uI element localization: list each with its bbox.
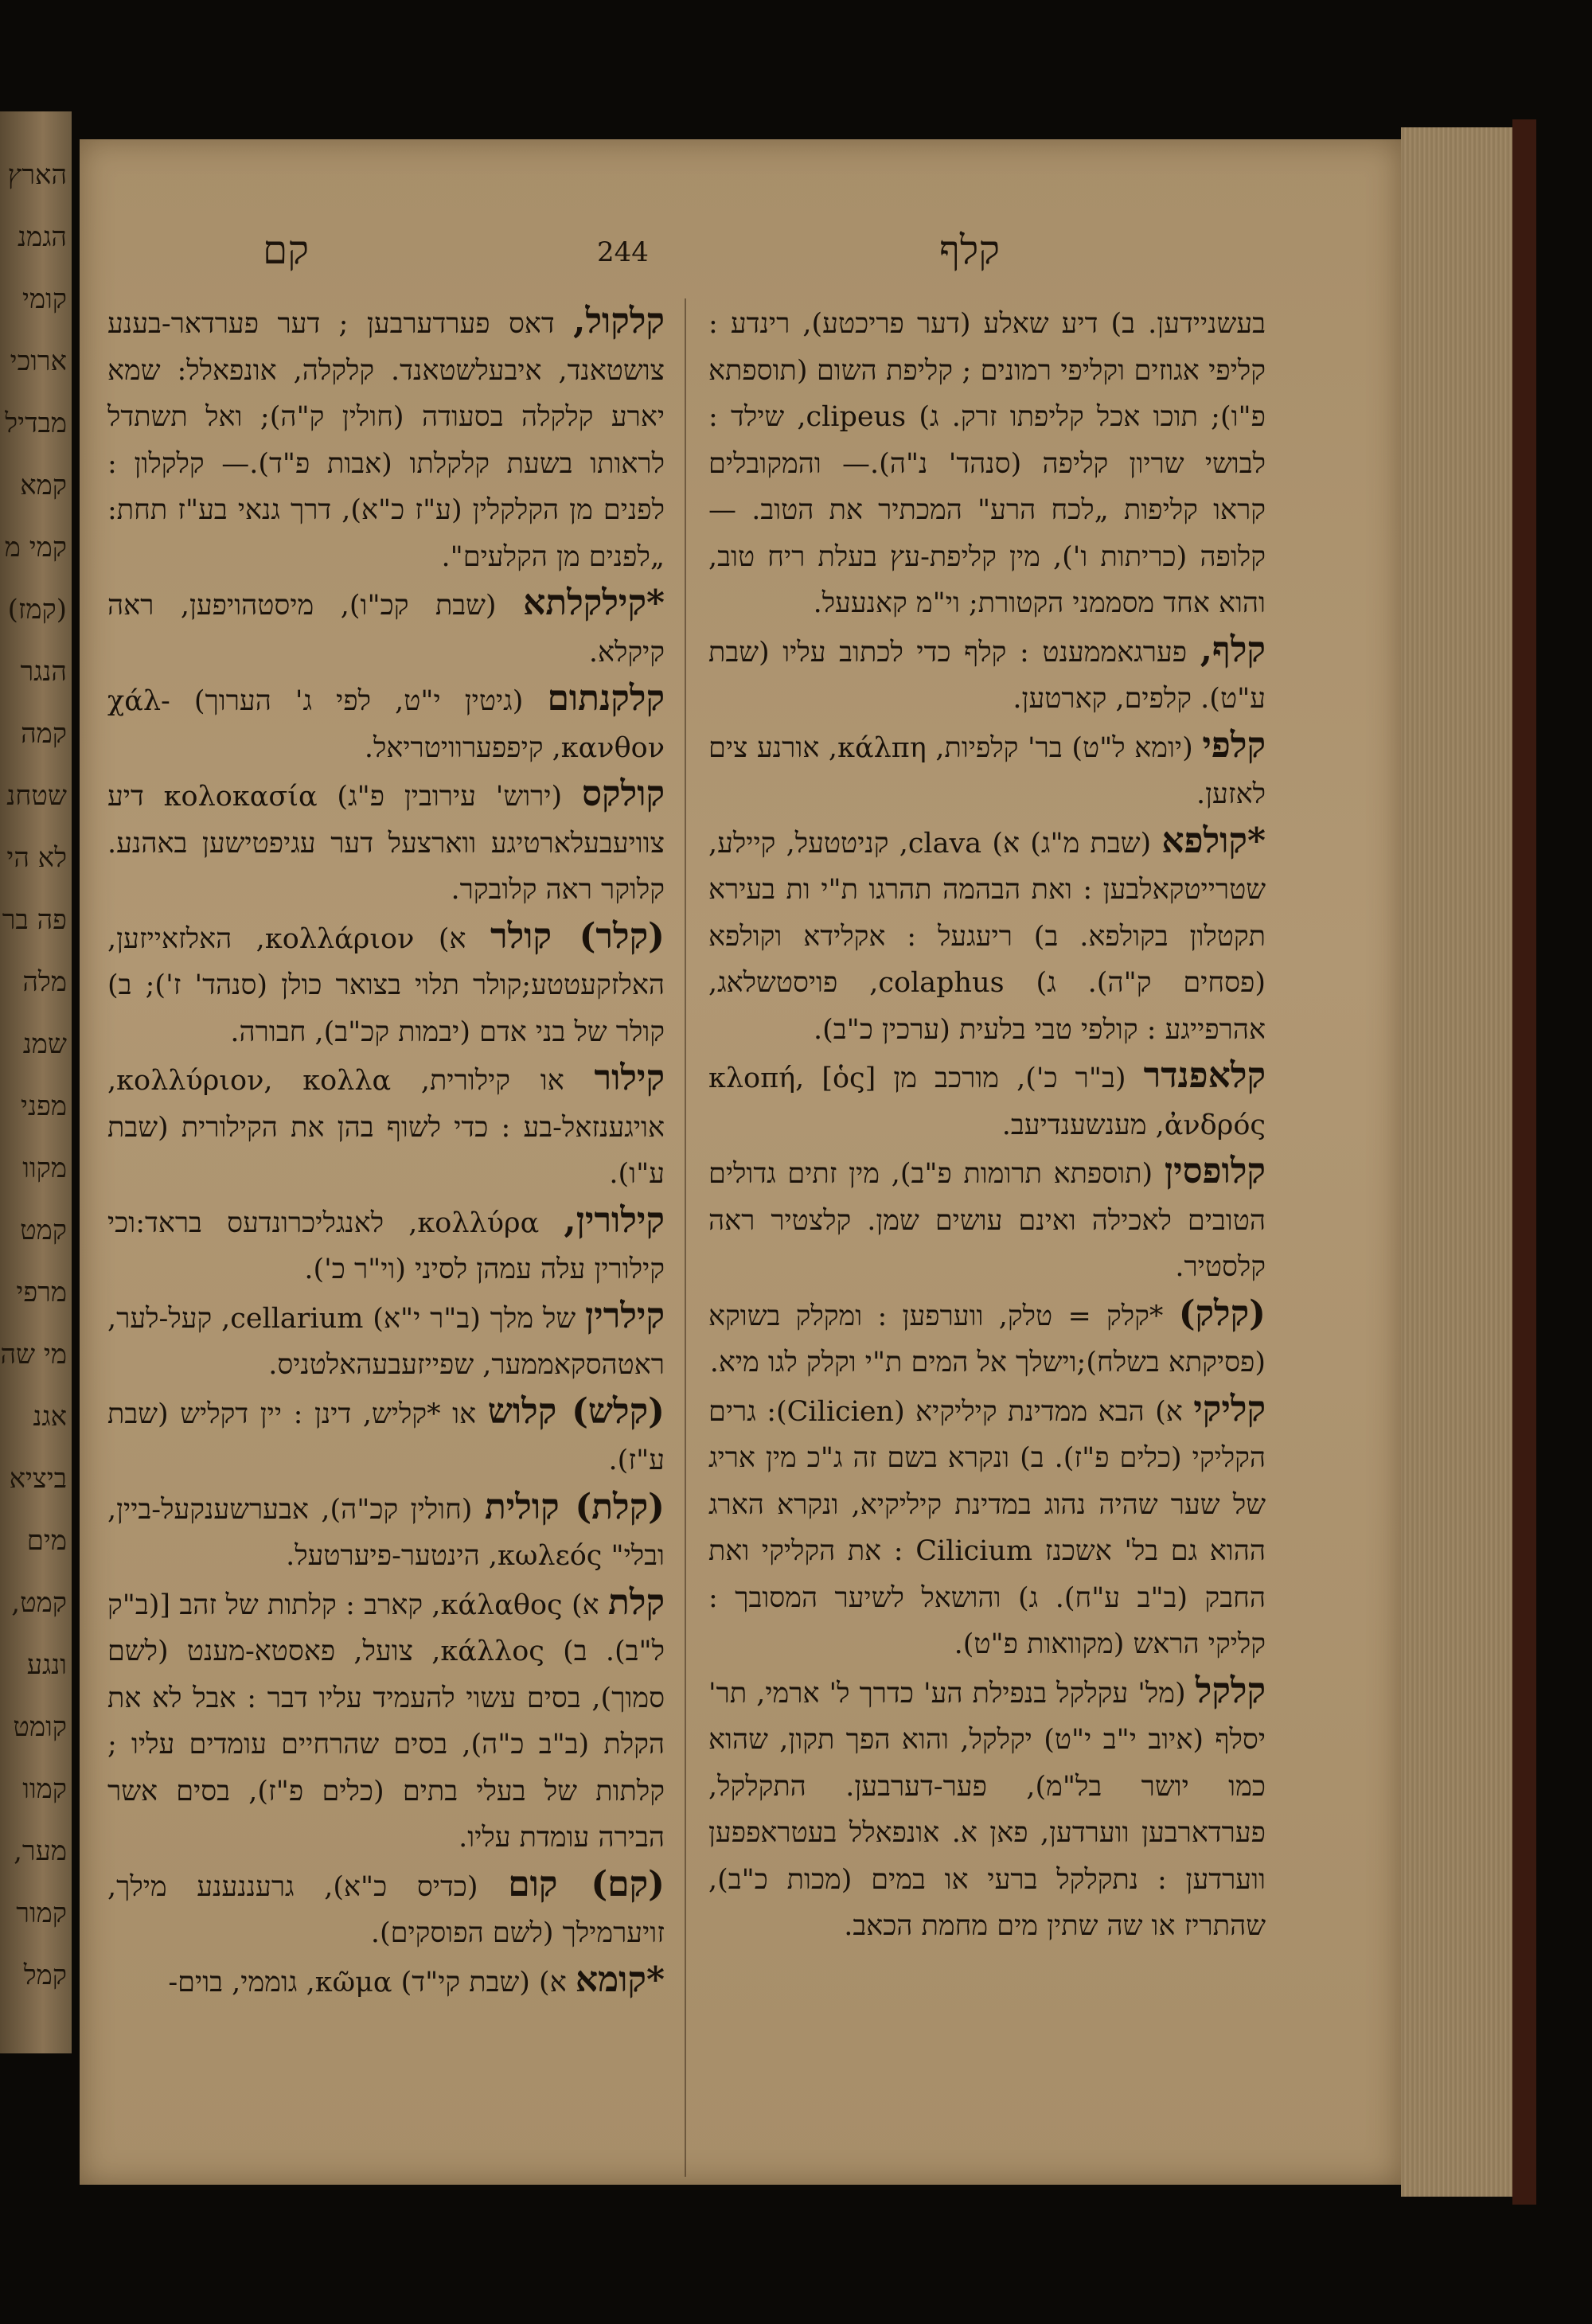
entry-definition: (יומא ל"ט) בר' קלפיות, κάλπη, אורנע צים לאזען.: [708, 731, 1266, 810]
left-page-text-fragment: פה בר: [2, 904, 67, 936]
entry-definition: (שבת קכ"ו), מיסטהויפען, ראה קיקלא.: [107, 590, 665, 669]
right-guide-word: קלף: [939, 227, 1001, 273]
left-page-text-fragment: מער,: [14, 1835, 67, 1867]
left-page-text-fragment: קמט: [20, 1215, 67, 1246]
entry-definition: (מל' עקלקל בנפילת הע' כדרך ל' ארמי, תר' יסלף (איוב י"ב י"ט) יקלקל, והוא הפך תקון, שהוא כמו יושר בל"מ), פער-דערבען. התקלקל, פערדארבען ווערדען, פאן א. אונפאלל בעטראפפען ווערדען : נתקלקל ברעי או במים (מכות כ"ב), שהתריז או שה שתין מים מחמת הכאב.: [708, 1677, 1266, 1942]
left-page-edge: [0, 111, 72, 2053]
left-page-text-fragment: לא הי: [6, 842, 67, 874]
left-page-text-fragment: הארץ: [7, 159, 67, 191]
left-page-text-fragment: קמוו: [22, 1773, 67, 1805]
left-page-text-fragment: קמור: [16, 1897, 67, 1929]
dictionary-entry: [107, 1957, 665, 2006]
entry-definition: פערגאממענט : קלף כדי לכתוב עליו (שבת ע"ט). קלפים, קארטען.: [708, 636, 1266, 715]
entry-definition: (גיטין י"ט, לפי ג' הערוך) χάλ-κανθον, קיפפערוויטריאל.: [107, 685, 665, 764]
entry-headword: קילור: [594, 1058, 665, 1098]
dictionary-page: [80, 139, 1401, 2185]
entry-headword: *קילקלתא: [523, 583, 665, 623]
dictionary-entry: [107, 1389, 665, 1484]
entry-definition: (ירוש' עירובין פ"ג) κολοκασία דיע צוויעבעלארטיגע ווארצעל דער עגיפטישען באהנע. קלוקר ראה קלובקר.: [107, 781, 665, 906]
page-header: [80, 227, 1401, 290]
entry-headword: (קלש) קלוש: [487, 1390, 665, 1432]
entry-headword: קלף,: [1200, 629, 1266, 670]
right-column: [708, 298, 1266, 2177]
left-page-text-fragment: קמט,: [11, 1587, 67, 1619]
dictionary-entry: [107, 298, 665, 580]
entry-definition: κολλύρα, לאנגליכרונדעס בראד:וכי קילורין עלה עמהן לסיני (וי"ר כ').: [107, 1207, 665, 1285]
dictionary-entry: [708, 1386, 1266, 1668]
left-page-text-fragment: שטחנ: [6, 780, 67, 812]
entry-headword: קילורין,: [564, 1199, 665, 1241]
entry-definition: של מלך (ב"ר י"א) cellarium, קעל-לער, ראטהסקאממער, שפייזעבעהאלטניס.: [107, 1302, 665, 1381]
left-guide-word: קם: [263, 227, 309, 273]
dictionary-entry: [107, 1862, 665, 1957]
left-page-text-fragment: מבדיל: [5, 407, 67, 439]
left-page-text-fragment: ונגע: [26, 1649, 67, 1681]
left-page-text-fragment: אגנ: [33, 1401, 67, 1433]
entry-headword: קולקס: [582, 774, 665, 814]
entry-definition: דאס פערדערבען ; דער פערדאר-בענע צושטאנד, איבעלשטאנד. קלקלה, אונפאלל: שמא יארע קלקלה בסעודה (חולין ק"ה); ואל תשתדל לראותו בשעת קלקלתו (אבות פ"ד).— קלקלון : לפנים מן הקלקלין (ע"ז כ"א), דרך גנאי בע"ז תחת: „לפנים מן הקלעים".: [107, 308, 665, 573]
dictionary-entry: [708, 723, 1266, 818]
dictionary-entry: [107, 676, 665, 771]
entry-headword: (קלת) קולית: [484, 1486, 665, 1527]
left-page-text-fragment: הגמנ: [18, 221, 67, 253]
dictionary-entry: [708, 1148, 1266, 1291]
entry-headword: קליקי: [1193, 1388, 1266, 1429]
entry-headword: קלקול,: [573, 301, 665, 341]
page-number: 244: [597, 236, 649, 268]
entry-headword: (קלר) קולר: [490, 915, 665, 957]
entry-headword: קלקנתום: [547, 678, 665, 719]
entry-headword: *קומא: [575, 1959, 665, 2000]
left-page-text-fragment: מרפי: [16, 1277, 67, 1308]
entry-headword: *קולפא: [1161, 820, 1266, 861]
left-page-text-fragment: מים: [26, 1525, 67, 1557]
dictionary-entry: [107, 1293, 665, 1389]
left-page-text-fragment: הנגר: [20, 656, 67, 688]
left-column: [107, 298, 665, 2177]
dictionary-entry: [708, 1668, 1266, 1950]
entry-definition: א) הבא ממדינת קיליקיא (Cilicien): גרים הקליקי (כלים פ"ז). ב) ונקרא בשם זה ג"כ מין אריג של שער שהיה נהוג במדינת קיליקיא, ונקרא הארג ההוא גם בל' אשכנז Cilicium : את הקליקי ואת החבק (ב"ב ע"ח). ג) והושאל לשיער המסובך : קליקי הראש (מקוואות פ"ט).: [708, 1395, 1266, 1660]
left-page-text-fragment: מלה: [22, 966, 67, 998]
entry-headword: (קם) קום: [508, 1863, 665, 1905]
left-page-text-fragment: קומי: [22, 283, 67, 315]
entry-headword: קלאפנדר: [1143, 1055, 1266, 1096]
entry-headword: קלת: [608, 1581, 665, 1623]
entry-definition: (ב"ר כ'), מורכב מן [ὁς] κλοπή, ἀνδρός, מענשענדיעב.: [708, 1063, 1266, 1141]
dictionary-entry: [708, 298, 1266, 627]
entry-headword: (קלק): [1178, 1293, 1266, 1334]
dictionary-entry: [708, 1053, 1266, 1148]
entry-definition: (שבת מ"ג) א) clava, קניטטעל, קיילע, שטרייטקאלבען : ואת הבהמה תהרגו ת"י ות בעירא תקטלון בקולפא. ב) ריעגעל : אקלידא וקולפא (פסחים ק"ה). ג) colaphus, פויסטשלאג, אהרפייגע : קולפי טבי בלעית (ערכין כ"ב).: [708, 827, 1266, 1046]
left-page-text-fragment: קמל: [23, 1959, 67, 1991]
left-page-text-fragment: מקוו: [22, 1152, 67, 1184]
dictionary-entry: [107, 1198, 665, 1293]
left-page-text-fragment: קמא: [20, 470, 67, 501]
left-page-text-fragment: שמנ: [22, 1028, 67, 1060]
left-page-text-fragment: קמה: [21, 718, 67, 750]
entry-headword: קלפי: [1202, 724, 1266, 766]
entry-definition: א) κολλάριον, האלזאייזען, האלזקעטטע;קולר תלוי בצואר כולן (סנהד' ז'); ב) קולר של בני אדם (יבמות קכ"ב), חבורה.: [107, 922, 665, 1048]
left-page-text-fragment: קמי מ: [4, 532, 67, 563]
dictionary-entry: [107, 771, 665, 914]
entry-headword: קלקל: [1195, 1670, 1266, 1711]
entry-definition: (חולין קכ"ה), אבערשענקעל-ביין, ובלי" κωλεός, הינטער-פיערטעל.: [107, 1493, 665, 1572]
left-page-text-fragment: מי שה: [0, 1339, 67, 1371]
dictionary-entry: [708, 627, 1266, 723]
entry-definition: *קלק = טלק, ווערפען : ומקלק בשוקא (פסיקתא בשלח);וישלך אל המים ת"י וקלק לגו מיא.: [708, 1300, 1266, 1378]
entry-headword: קלופסין: [1164, 1151, 1266, 1191]
dictionary-entry: [708, 1291, 1266, 1386]
dictionary-entry: [107, 1055, 665, 1198]
left-page-text-fragment: קומט: [13, 1711, 67, 1743]
dictionary-entry: [107, 914, 665, 1056]
entry-definition: א) (שבת קי"ד) κῶμα, גוממי, בוים-: [168, 1966, 567, 1998]
entry-definition: או קילורית, κολλύριον, κολλα, אויגענזאל-בע : כדי לשוף בהן את הקילורית (שבת ע"ו).: [107, 1065, 665, 1190]
dictionary-entry: [107, 1484, 665, 1580]
entry-definition: (כדיס כ"א), גרעננענע מילך, זויערמילך (לשם הפוסקים).: [107, 1870, 665, 1949]
book-page-edges: [1401, 127, 1512, 2197]
left-page-text-fragment: (קמז): [7, 594, 67, 626]
dictionary-entry: [107, 580, 665, 676]
column-divider: [685, 298, 686, 2177]
entry-definition: (תוספתא תרומות פ"ב), מין זתים גדולים הטובים לאכילה ואינם עושים שמן. קלצטיר ראה קלסטיר.: [708, 1158, 1266, 1283]
book-cover-edge: [1512, 119, 1536, 2205]
entry-definition: א) κάλαθος, קארב : קלתות של זהב [(ב"ק ל"ב). ב) κάλλος, צועל, פאסטא-מענט (לשם סמוך), בסים עשוי להעמיד עליו דבר : אבל לא את הקלת (ב"ב כ"ה), בסים שהרחיים עומדים עליו ; קלתות של בעלי בתים (כלים פ"ז), בסים אשר הבירה עומדת עליו.: [107, 1589, 665, 1854]
left-page-text-fragment: ארוכי: [10, 345, 67, 377]
left-page-text-fragment: ביציא: [9, 1463, 67, 1495]
dictionary-entry: [107, 1580, 665, 1862]
entry-definition: או *קליש, דינן : יין דקליש (שבת ע"ז).: [107, 1398, 665, 1476]
entry-headword: קילרין: [584, 1295, 665, 1336]
left-page-text-fragment: מפני: [21, 1090, 67, 1122]
entry-definition: בעשניידען. ב) דיע שאלע (דער פריכטע), רינדע : קליפי אגוזים וקליפי רמונים ; קליפת השום (תוספתא פ"ו); תוכו אכל קליפתו זרק. ג) clipeus, שילד : לבושי שריון קליפה (סנהד' נ"ה).— והמקובלים קראו קליפות „לכח הרע" המכתיר את הטוב. — קלופה (כריתות ו'), מין קליפת-עץ בעלת ריח טוב, והוא אחד מסממני הקטורת; וי"מ קאנעעל.: [708, 308, 1266, 619]
dictionary-entry: [708, 818, 1266, 1054]
